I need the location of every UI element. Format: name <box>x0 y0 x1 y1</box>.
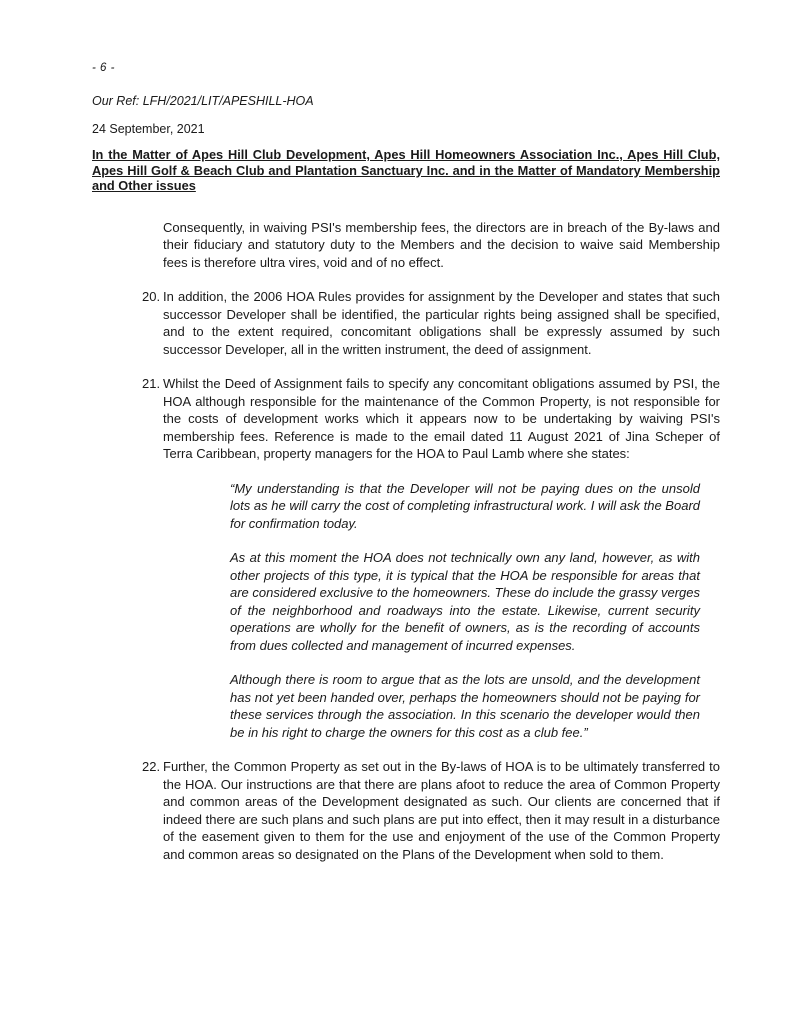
matter-heading: In the Matter of Apes Hill Club Development, Apes Hill Homeowners Association Inc., Apes Hill Club, Apes Hill Golf & Beach Club and Plantation Sanctuary Inc. and in the Matter of Mandatory Membership and Other issues <box>92 147 720 194</box>
quote-paragraph-1: “My understanding is that the Developer will not be paying dues on the unsold lots as he will carry the cost of completing infrastructural work. I will ask the Board for confirmation today. <box>230 480 700 531</box>
item-text: Whilst the Deed of Assignment fails to specify any concomitant obligations assumed by PSI, the HOA although responsible for the maintenance of the Common Property, is not responsible for the costs of development works which it appears now to be undertaking by waiving PSI's membership fees. Reference is made to the email dated 11 August 2021 of Jina Scheper of Terra Caribbean, property managers for the HOA to Paul Lamb where she states: <box>163 376 720 462</box>
numbered-item-22 <box>142 758 720 863</box>
item-number: 21. <box>142 376 161 392</box>
page-number: - 6 - <box>92 62 115 74</box>
item-text: In addition, the 2006 HOA Rules provides for assignment by the Developer and states that such successor Developer shall be identified, the particular rights being assigned shall be specified, and to the extent required, concomitant obligations shall be expressly assumed by such successor Developer, all in the written instrument, the deed of assignment. <box>163 289 720 357</box>
numbered-item-20 <box>142 288 720 358</box>
item-text: Further, the Common Property as set out in the By-laws of HOA is to be ultimately transferred to the HOA. Our instructions are that there are plans afoot to reduce the area of Common Property and common areas of the Development designated as such. Our clients are concerned that if indeed there are such plans and such plans are put into effect, then it may result in a disturbance of the easement given to them for the use and enjoyment of the use of the Common Property and common areas so designated on the Plans of the Development when sold to them. <box>163 759 720 862</box>
numbered-item-21 <box>142 375 720 463</box>
item-number: 22. <box>142 759 161 775</box>
quote-paragraph-3: Although there is room to argue that as the lots are unsold, and the development has not yet been handed over, perhaps the homeowners should not be paying for these services through the association. In this scenario the developer would then be in his right to charge the owners for this cost as a club fee.” <box>230 672 700 740</box>
letter-body <box>92 219 720 864</box>
intro-paragraph: Consequently, in waiving PSI's membership fees, the directors are in breach of the By-laws and their fiduciary and statutory duty to the Members and the decision to waive said Membership fees is therefore ultra vires, void and of no effect. <box>163 219 720 270</box>
our-ref-line: Our Ref: LFH/2021/LIT/APESHILL-HOA <box>92 94 314 108</box>
quote-paragraph-2: As at this moment the HOA does not technically own any land, however, as with other projects of this type, it is typical that the HOA be responsible for areas that are considered exclusive to the homeowners. These do include the grassy verges of the neighborhood and roadways into the estate. Likewise, current security operations are wholly for the benefit of owners, as is the recording of accounts from dues collected and management of incurred expenses. <box>230 550 700 653</box>
item-number: 20. <box>142 289 161 305</box>
date-line: 24 September, 2021 <box>92 122 205 136</box>
